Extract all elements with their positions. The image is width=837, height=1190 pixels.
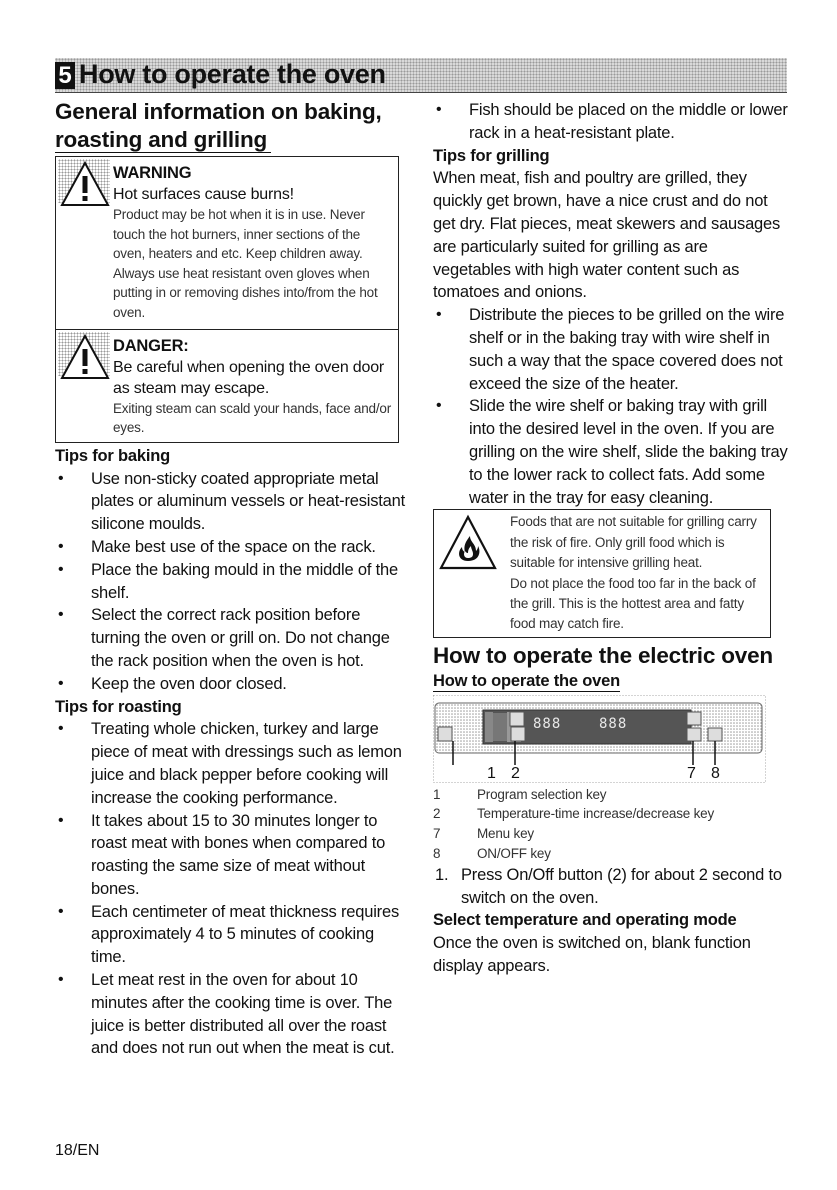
chapter-title: How to operate the oven <box>79 59 386 89</box>
fish-list <box>433 99 788 145</box>
list-item: • Slide the wire shelf or baking tray with grill into the desired level in the oven. If you are grilling on the wire shelf, slide the baking tray to the lower rack to collect fats. Add some water in the tray for easy cleaning. <box>433 395 788 509</box>
baking-title: Tips for baking <box>55 446 170 465</box>
select-text: Once the oven is switched on, blank function display appears. <box>433 934 751 975</box>
legend <box>433 785 788 864</box>
page-number: 18/EN <box>55 1142 100 1159</box>
warning-icon <box>58 159 110 207</box>
list-item: • Select the correct rack position before turning the oven or grill on. Do not change the rack position when the oven is hot. <box>55 604 413 672</box>
legend-item: 7 Menu key <box>433 826 534 842</box>
list-item: • Let meat rest in the oven for about 10 minutes after the cooking time is over. The juice is better distributed all over the roast and does not run out when the meat is cut. <box>55 969 413 1060</box>
section-title <box>55 98 413 154</box>
step-1: 1. Press On/Off button (2) for about 2 second to switch on the oven. <box>435 865 782 907</box>
warning-heading: WARNING <box>113 164 192 182</box>
steps-list <box>433 864 788 910</box>
control-panel-figure <box>433 695 766 783</box>
operate-title: How to operate the oven <box>433 671 621 690</box>
list-item: • Each centimeter of meat thickness requires approximately 4 to 5 minutes of cooking time. <box>55 901 413 969</box>
section-title-line2: roasting and grilling <box>55 127 271 153</box>
fire-warning-box <box>433 509 771 637</box>
list-item: • Distribute the pieces to be grilled on the wire shelf or in the baking tray with wire shelf in such a way that the space covered does not exceed the size of the heater. <box>433 304 788 395</box>
legend-item: 8 ON/OFF key <box>433 845 551 861</box>
list-item: • Use non-sticky coated appropriate metal plates or aluminum vessels or heat-resistant silicone moulds. <box>55 468 413 536</box>
roasting-title: Tips for roasting <box>55 697 182 716</box>
list-item: • Place the baking mould in the middle of the shelf. <box>55 559 413 605</box>
list-item: • Fish should be placed on the middle or lower rack in a heat-resistant plate. <box>433 99 788 145</box>
danger-box <box>55 330 399 443</box>
list-item: • It takes about 15 to 30 minutes longer to roast meat with bones when compared to roasting the same size of meat without bones. <box>55 810 413 901</box>
callout-2: 2 <box>511 764 520 782</box>
display-right-digits: 888 <box>599 715 628 732</box>
fire-note-1: Foods that are not suitable for grilling carry the risk of fire. Only grill food which is suitable for intensive grilling heat. <box>510 514 757 571</box>
list-item: • Treating whole chicken, turkey and large piece of meat with dressings such as lemon juice and black pepper before cooking will increase the cooking performance. <box>55 718 413 809</box>
legend-item: 1 Program selection key <box>433 786 607 802</box>
grilling-list <box>433 304 788 509</box>
electric-oven-title: How to operate the electric oven <box>433 642 773 668</box>
roasting-list <box>55 718 413 1060</box>
select-title: Select temperature and operating mode <box>433 911 737 930</box>
baking-list <box>55 468 413 696</box>
fire-hazard-icon <box>438 514 498 572</box>
danger-heading: DANGER: <box>113 336 189 355</box>
callout-1: 1 <box>487 764 496 782</box>
chapter-banner <box>55 58 787 93</box>
right-column <box>433 99 788 978</box>
list-item: • Keep the oven door closed. <box>55 673 413 696</box>
danger-lead: Be careful when opening the oven door as steam may escape. <box>113 358 385 397</box>
callout-8: 8 <box>711 764 720 782</box>
legend-item: 2 Temperature-time increase/decrease key <box>433 806 715 822</box>
callout-7: 7 <box>687 764 696 782</box>
section-title-line1: General information on baking, <box>55 99 382 124</box>
grilling-intro: When meat, fish and poultry are grilled, they quickly get brown, have a nice crust and do not get dry. Flat pieces, meat skewers and sausages are particularly suited for grilling as are vegetables with high water content such as tomatoes and onions. <box>433 169 781 302</box>
fire-note-2: Do not place the food too far in the back of the grill. This is the hottest area and fatty food may catch fire. <box>510 575 756 632</box>
warning-body: Product may be hot when it is in use. Never touch the hot burners, inner sections of the oven, heaters and etc. Keep children away. Always use heat resistant oven gloves when putting in or removing dishes into/from the hot oven. <box>113 207 378 320</box>
warning-box <box>55 156 399 330</box>
list-item: • Make best use of the space on the rack. <box>55 536 413 559</box>
warning-lead: Hot surfaces cause burns! <box>113 186 294 203</box>
danger-body: Exiting steam can scald your hands, face and/or eyes. <box>113 400 392 436</box>
danger-icon <box>58 332 110 380</box>
grilling-title: Tips for grilling <box>433 146 550 165</box>
chapter-number: 5 <box>55 62 75 89</box>
display-left-digits: 888 <box>533 715 562 732</box>
left-column <box>55 98 413 1060</box>
